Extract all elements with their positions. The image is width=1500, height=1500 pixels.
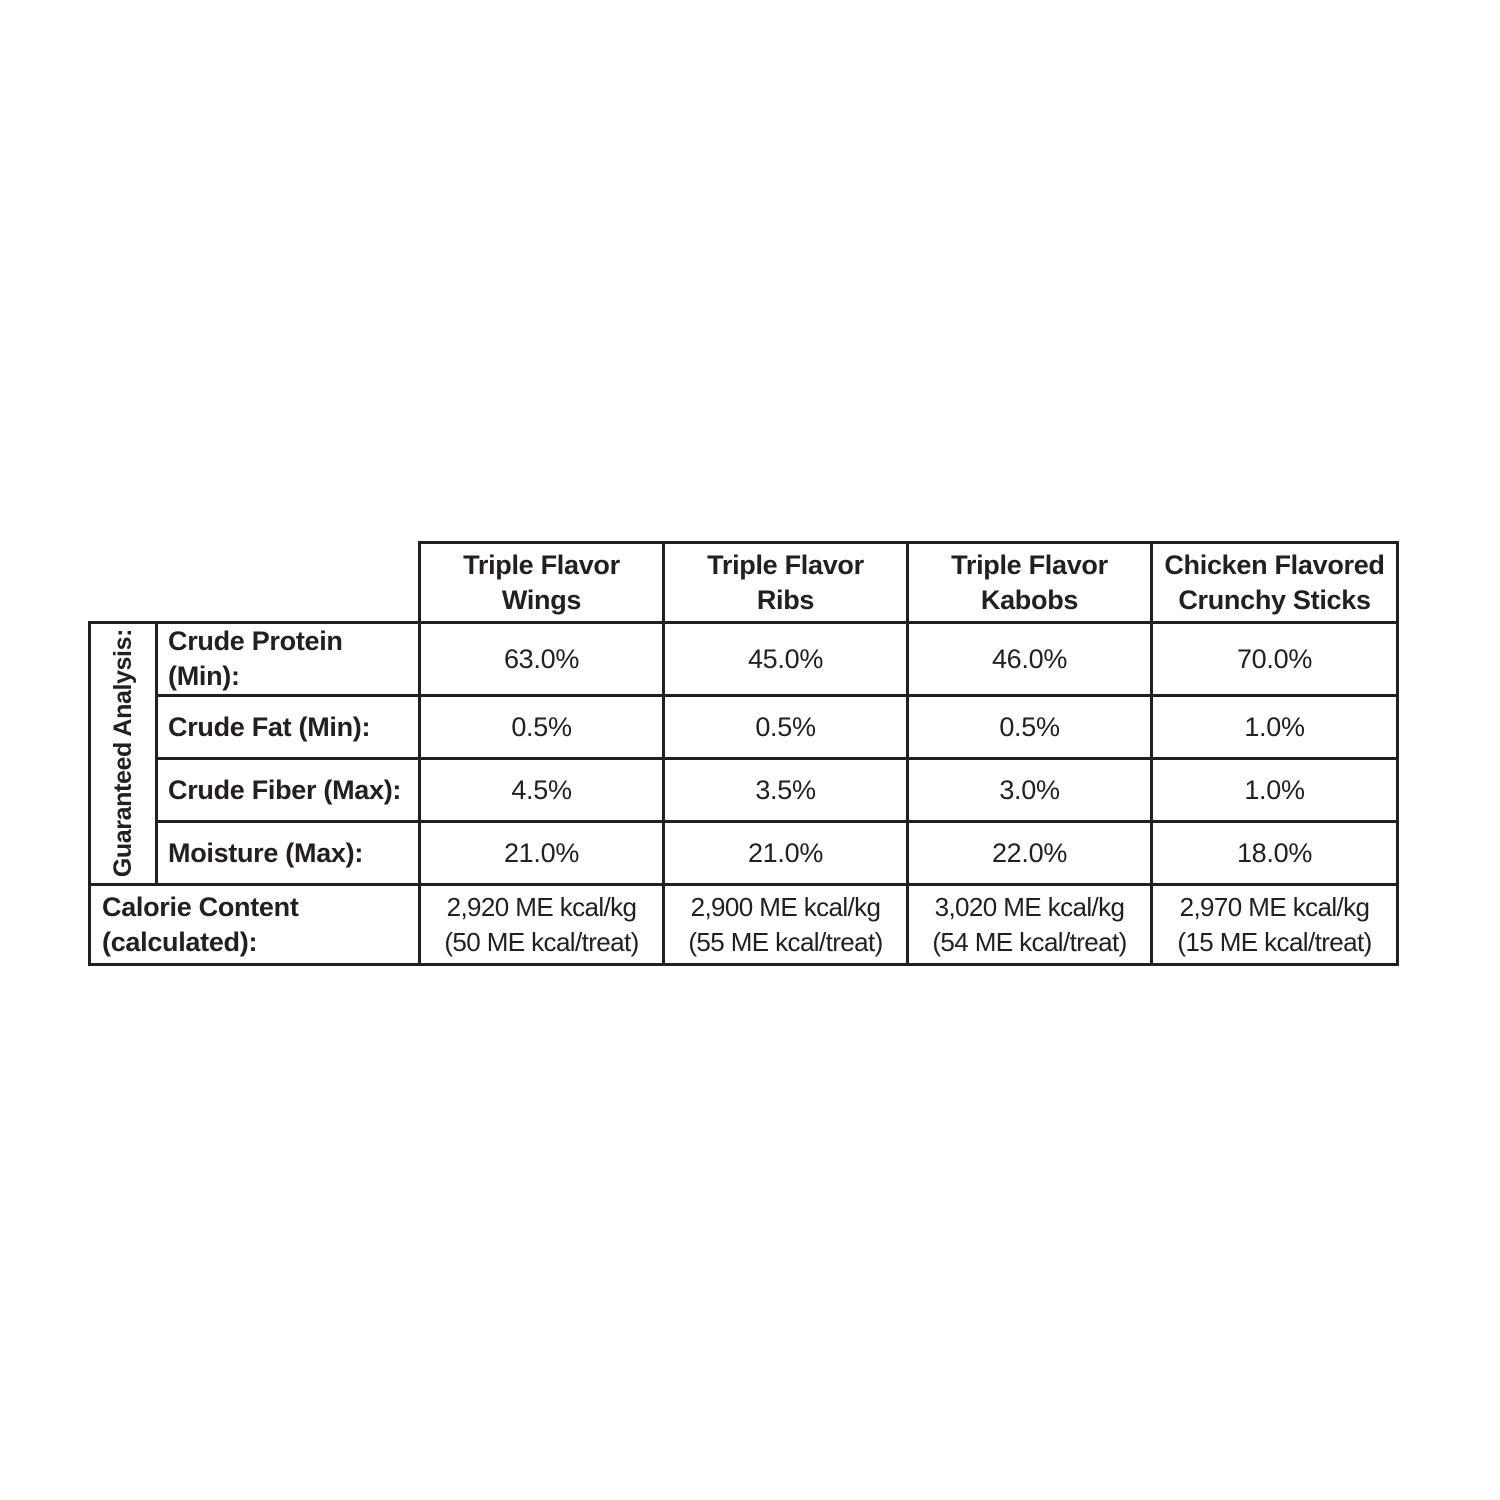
row-label: Moisture (Max): [157,822,420,885]
guaranteed-analysis-label: Guaranteed Analysis: [108,629,137,878]
calorie-value-cell [420,885,664,965]
value-cell: 45.0% [664,623,908,696]
row-label: Crude Protein (Min): [157,623,420,696]
value-cell: 1.0% [1152,696,1398,759]
product-name-line2: Kabobs [980,584,1079,615]
product-name-line1: Chicken Flavored [1164,549,1385,580]
value-cell: 0.5% [664,696,908,759]
value-cell: 3.0% [908,759,1152,822]
calorie-value-cell [664,885,908,965]
product-header-crunchy-sticks [1152,543,1398,623]
guaranteed-analysis-table-wrapper [88,541,1396,966]
calorie-per-treat: (55 ME kcal/treat) [688,926,883,957]
calorie-per-kg: 2,970 ME kcal/kg [1179,891,1370,922]
row-moisture [90,822,1398,885]
value-cell: 21.0% [420,822,664,885]
calorie-per-kg: 2,900 ME kcal/kg [690,891,881,922]
calorie-per-treat: (50 ME kcal/treat) [444,926,639,957]
calorie-label-cell [90,885,420,965]
product-name-line2: Wings [501,584,582,615]
product-header-ribs [664,543,908,623]
value-cell: 0.5% [908,696,1152,759]
header-blank-cell [90,543,420,623]
value-cell: 22.0% [908,822,1152,885]
guaranteed-analysis-table [88,541,1399,966]
calorie-per-treat: (15 ME kcal/treat) [1177,926,1372,957]
value-cell: 70.0% [1152,623,1398,696]
value-cell: 0.5% [420,696,664,759]
value-cell: 63.0% [420,623,664,696]
value-cell: 21.0% [664,822,908,885]
section-label-cell [90,623,157,885]
calorie-value-cell [908,885,1152,965]
calorie-label-line2: (calculated): [102,926,258,957]
row-label: Crude Fat (Min): [157,696,420,759]
product-name-line1: Triple Flavor [707,549,864,580]
value-cell: 4.5% [420,759,664,822]
row-crude-protein [90,623,1398,696]
calorie-per-kg: 3,020 ME kcal/kg [934,891,1125,922]
product-header-kabobs [908,543,1152,623]
calorie-value-cell [1152,885,1398,965]
calorie-label-line1: Calorie Content [102,891,299,922]
product-name-line1: Triple Flavor [463,549,620,580]
value-cell: 18.0% [1152,822,1398,885]
value-cell: 3.5% [664,759,908,822]
product-name-line2: Ribs [756,584,815,615]
value-cell: 46.0% [908,623,1152,696]
row-crude-fat [90,696,1398,759]
product-name-line1: Triple Flavor [951,549,1108,580]
header-row [90,543,1398,623]
calorie-per-treat: (54 ME kcal/treat) [932,926,1127,957]
row-calorie-content [90,885,1398,965]
product-name-line2: Crunchy Sticks [1178,584,1371,615]
row-label: Crude Fiber (Max): [157,759,420,822]
product-header-wings [420,543,664,623]
row-crude-fiber [90,759,1398,822]
calorie-per-kg: 2,920 ME kcal/kg [446,891,637,922]
value-cell: 1.0% [1152,759,1398,822]
